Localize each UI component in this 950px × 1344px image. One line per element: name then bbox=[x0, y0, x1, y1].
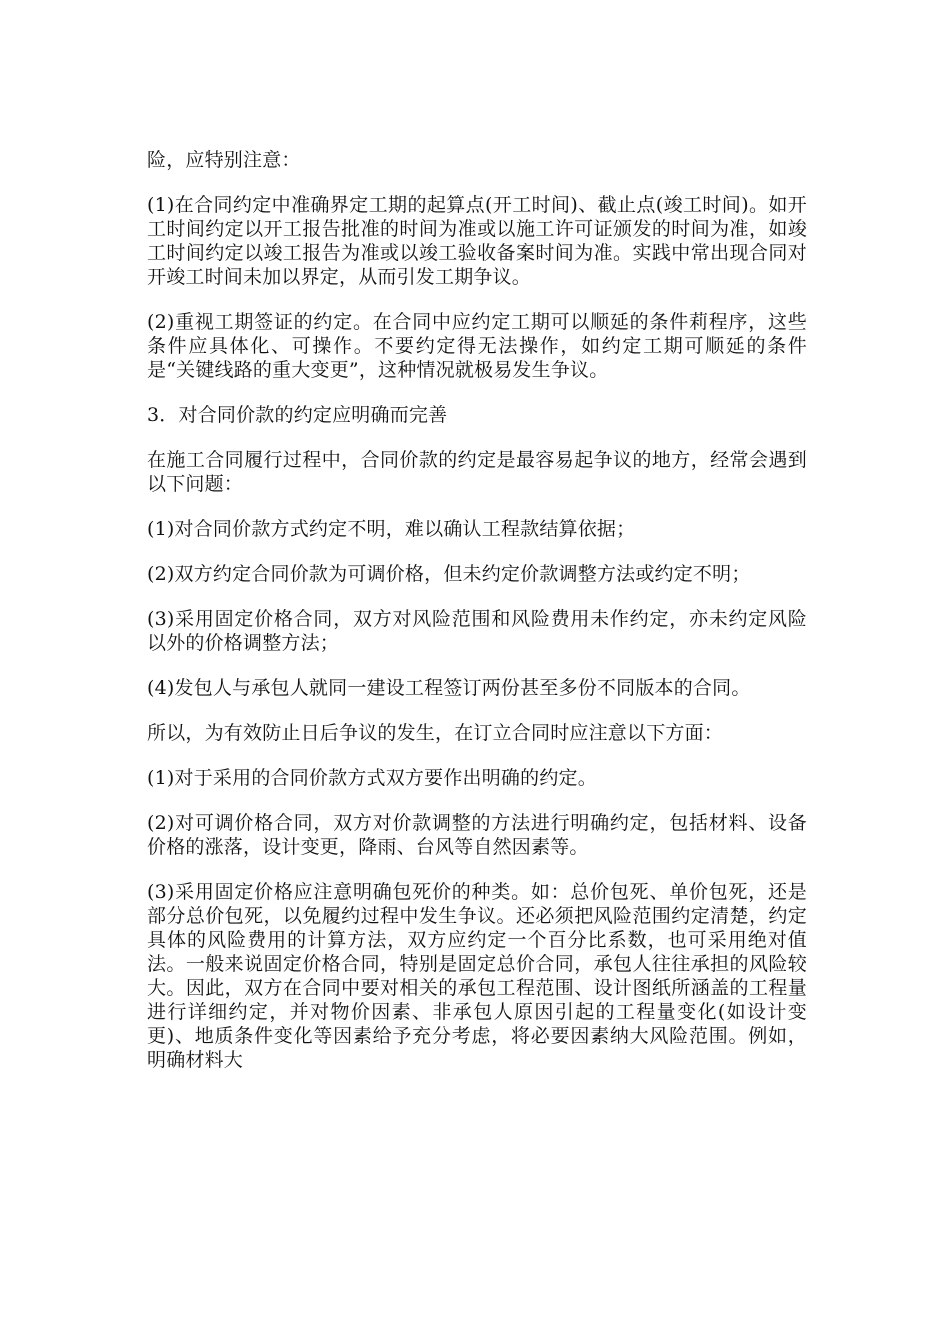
paragraph-measure-3: (3)采用固定价格应注意明确包死价的种类。如：总价包死、单价包死，还是部分总价包死，以免履约过程中发生争议。还必须把风险范围约定清楚，约定具体的风险费用的计算方法，双方应约定一个百分比系数，也可采用绝对值法。一般来说固定价格合同，特别是固定总价合同，承包人往往承担的风险较大。因此，双方在合同中要对相关的承包工程范围、设计图纸所涵盖的工程量进行详细约定，并对物价因素、非承包人原因引起的工程量变化(如设计变更)、地质条件变化等因素给予充分考虑，将必要因素纳大风险范围。例如，明确材料大 bbox=[147, 881, 807, 1071]
paragraph-schedule-visa: (2)重视工期签证的约定。在合同中应约定工期可以顺延的条件莉程序，这些条件应具体化、可操作。不要约定得无法操作，如约定工期可顺延的条件是“关键线路的重大变更”，这种情况就极易发生争议。 bbox=[147, 311, 807, 381]
document-body bbox=[147, 148, 807, 1093]
paragraph-issue-1: (1)对合同价款方式约定不明，难以确认工程款结算依据； bbox=[147, 518, 636, 540]
paragraph-prevention-intro: 所以，为有效防止日后争议的发生，在订立合同时应注意以下方面： bbox=[147, 722, 724, 744]
paragraph-start-end-dates: (1)在合同约定中准确界定工期的起算点(开工时间)、截止点(竣工时间)。如开工时间约定以开工报告批准的时间为准或以施工许可证颁发的时间为准，如竣工时间约定以竣工报告为准或以竣工验收备案时间为准。实践中常出现合同对开竣工时间未加以界定，从而引发工期争议。 bbox=[147, 194, 807, 288]
paragraph-issue-4: (4)发包人与承包人就同一建设工程签订两份甚至多份不同版本的合同。 bbox=[147, 677, 751, 699]
paragraph-risk-intro: 险，应特别注意： bbox=[147, 149, 301, 171]
paragraph-measure-1: (1)对于采用的合同价款方式双方要作出明确的约定。 bbox=[147, 767, 597, 789]
paragraph-issue-3: (3)采用固定价格合同，双方对风险范围和风险费用未作约定，亦未约定风险以外的价格调整方法； bbox=[147, 608, 807, 654]
paragraph-measure-2: (2)对可调价格合同，双方对价款调整的方法进行明确约定，包括材料、设备价格的涨落，设计变更，降雨、台风等自然因素等。 bbox=[147, 812, 807, 858]
paragraph-issue-2: (2)双方约定合同价款为可调价格，但未约定价款调整方法或约定不明； bbox=[147, 563, 751, 585]
paragraph-price-disputes: 在施工合同履行过程中，合同价款的约定是最容易起争议的地方，经常会遇到以下问题： bbox=[147, 449, 807, 495]
section-heading-contract-price: 3．对合同价款的约定应明确而完善 bbox=[147, 404, 448, 426]
